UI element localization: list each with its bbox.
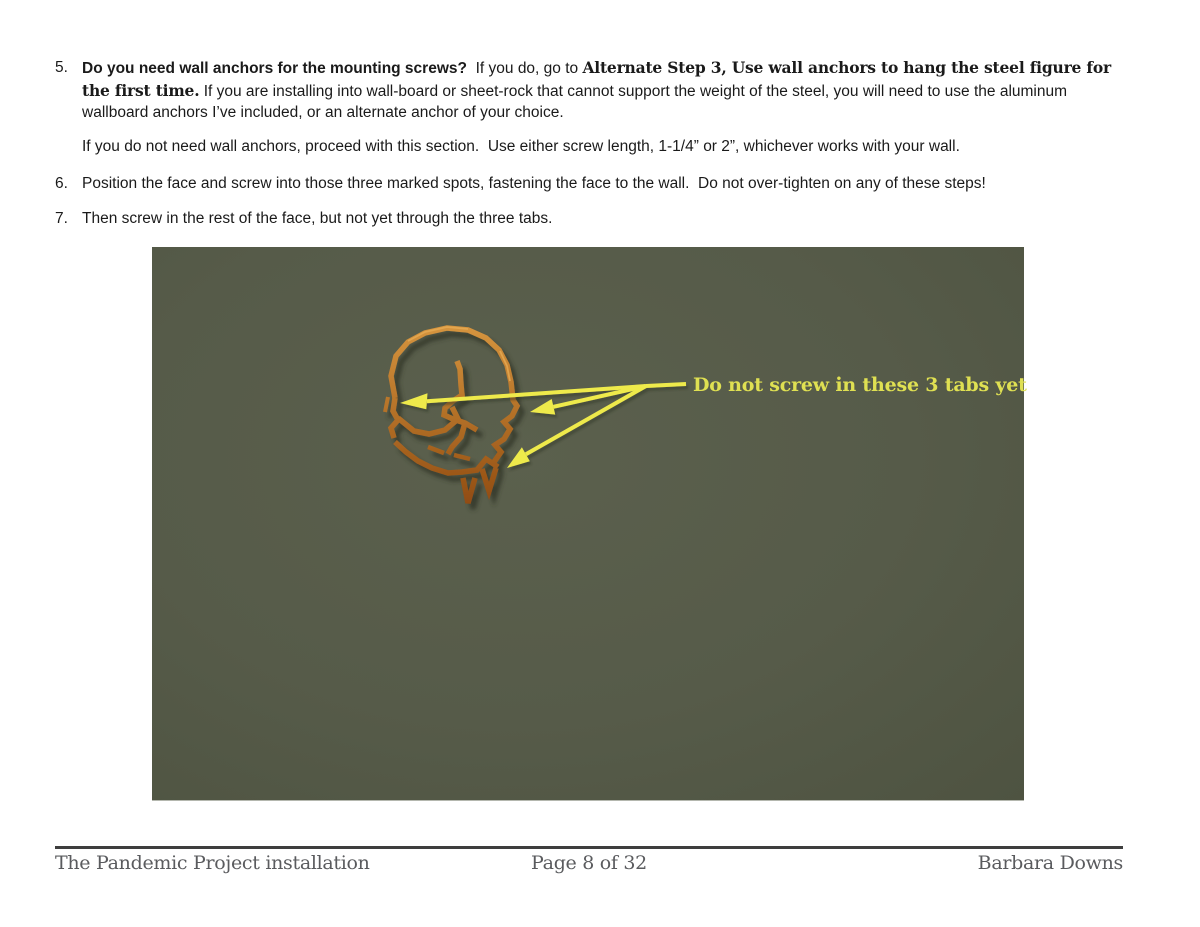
instruction-item-5 bbox=[55, 57, 1117, 124]
arrow-connector-dash bbox=[646, 384, 686, 386]
plain-text: If you are installing into wall-board or sheet-rock that cannot support the weight of the steel, you will need to use the aluminum wallboard anchors I’ve included, or an alternate anchor of your choice. bbox=[82, 82, 1072, 121]
steel-face-sculpture-and-arrows bbox=[152, 247, 1024, 800]
arrow-line-3 bbox=[526, 386, 646, 454]
instruction-item-7 bbox=[55, 208, 1140, 230]
instruction-text: Position the face and screw into those three marked spots, fastening the face to the wall. Do not over-tighten on any of these steps! bbox=[82, 175, 986, 192]
list-number: 7. bbox=[55, 210, 68, 227]
arrow-head-3 bbox=[507, 447, 530, 468]
bold-alternate-step-reference: Alternate Step 3, Use wall anchors to hang the steel figure for the first time. bbox=[82, 58, 1117, 100]
instruction-text: Then screw in the rest of the face, but not yet through the three tabs. bbox=[82, 210, 553, 227]
left-ear-nub bbox=[385, 397, 388, 412]
plain-text: If you do, go to bbox=[466, 60, 583, 77]
arrow-head-1 bbox=[400, 393, 428, 409]
arrow-head-2 bbox=[530, 399, 555, 415]
figure-annotation-label: Do not screw in these 3 tabs yet bbox=[693, 374, 1027, 396]
left-ear-tab bbox=[391, 398, 398, 438]
beard-spike-left bbox=[463, 478, 475, 503]
instruction-text bbox=[82, 57, 1117, 124]
footer-page-number: Page 8 of 32 bbox=[531, 852, 647, 874]
footer-divider-rule bbox=[55, 846, 1123, 849]
list-number: 5. bbox=[55, 59, 68, 76]
moustache-segment-left bbox=[428, 447, 444, 453]
figure-photo bbox=[152, 247, 1027, 800]
beard-spike-right bbox=[482, 468, 496, 491]
footer-author: Barbara Downs bbox=[977, 852, 1123, 874]
instruction-item-5-paragraph-2: If you do not need wall anchors, proceed with this section. Use either screw length, 1-1/4” or 2”, whichever works with your wall. bbox=[82, 138, 960, 155]
moustache-segment-right bbox=[454, 455, 470, 459]
footer-document-title: The Pandemic Project installation bbox=[55, 852, 370, 874]
steel-face-sculpture bbox=[385, 328, 517, 503]
cheek-zigzag bbox=[398, 407, 458, 434]
jaw-line bbox=[395, 442, 498, 473]
annotation-arrows bbox=[400, 384, 686, 468]
footer bbox=[55, 852, 1123, 874]
instruction-item-6 bbox=[55, 173, 1140, 195]
bold-question: Do you need wall anchors for the mounting screws? bbox=[82, 60, 467, 77]
list-number: 6. bbox=[55, 175, 68, 192]
